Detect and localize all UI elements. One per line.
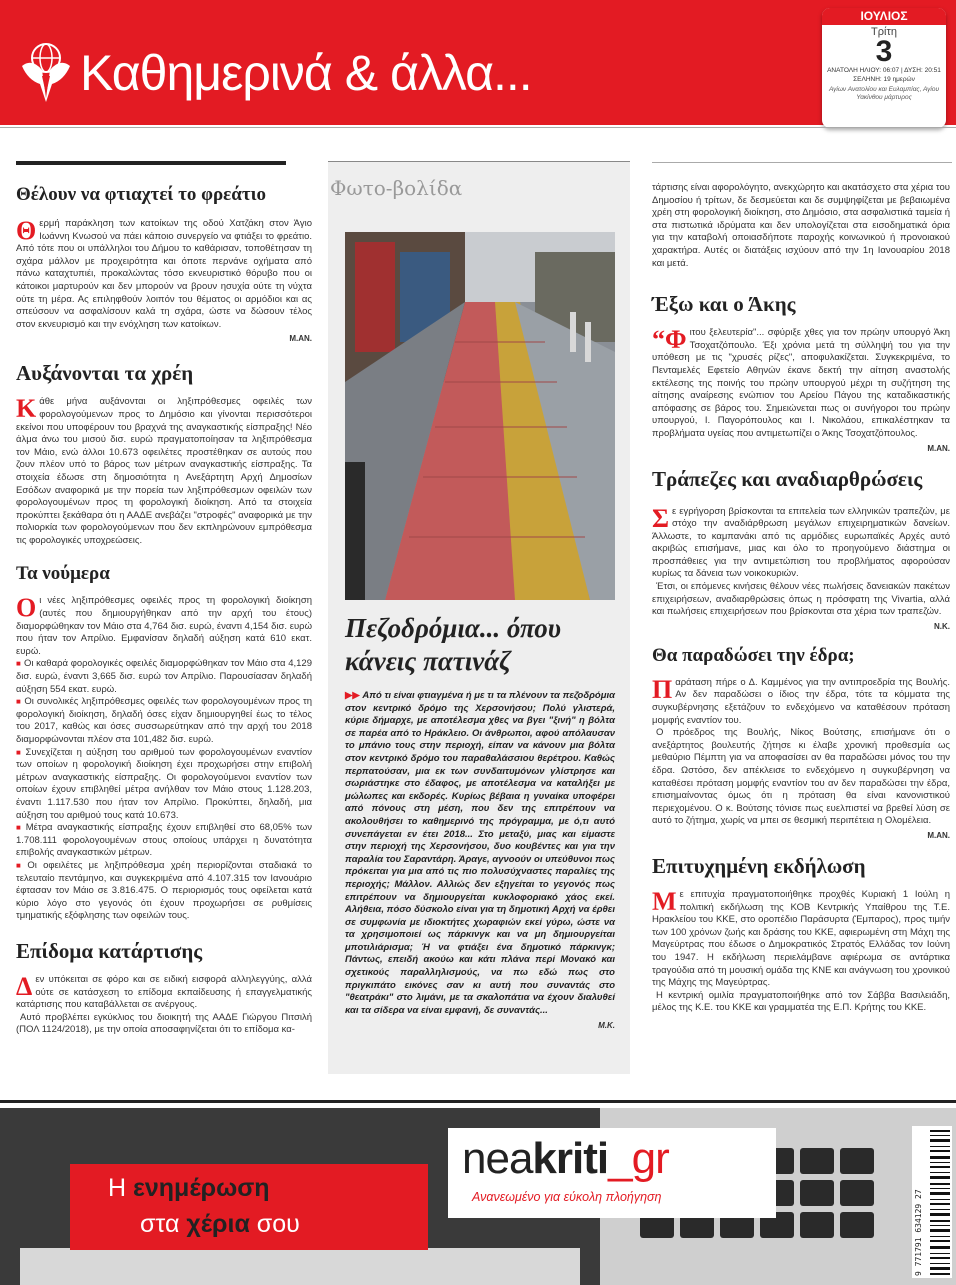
article-title: Έξω και ο Άκης	[652, 292, 796, 317]
brand-prefix: nea	[462, 1134, 533, 1183]
foto-signature: Μ.Κ.	[598, 1021, 615, 1031]
article-text: ε επιτυχία πραγματοποιήθηκε προχθές Κυριακή 1 Ιούλη η πολιτική εκδήλωση της ΚΟΒ Κεντρικής Υπαίθρου της Τ.Ε. Ηρακλείου του ΚΚΕ, στο οροπέδιο Παράσυρτα (Έμπαρος), προς τιμήν των 100 χρόνων ζωής και δράσης του ΚΚΕ, αφιερωμένη στη Μάχη της Μαγεύρτρας που έδωσε ο Δημοκρατικός Στρατός Ελλάδας τον Ιούνη του 1947. Η εκδήλωση περιελάμβανε αφιέρωμα σε αντάρτικα τραγούδια από τη μουσική ομάδα της ΚΝΕ και ανάγνωση του χρονικού της Μάχης της Μαγεύρτρας.	[652, 888, 950, 989]
article-title: Θέλουν να φτιαχτεί το φρεάτιο	[16, 184, 266, 205]
ad-divider	[0, 1100, 956, 1103]
ad-text: σου	[249, 1210, 300, 1238]
article-text: ι νέες ληξιπρόθεσμες οφειλές προς τη φορολογική διοίκηση (αυτές που δημιουργήθηκαν από την αρχή του έτους) διαμορφώθηκαν τον Μάιο στα 4,764 δισ. ευρώ, έναντι 4,154 δισ. ευρώ που ήταν τον Απρίλιο. Εμφανίσαν δηλαδή αύξηση κατά 610 εκατ. ευρώ.	[16, 595, 312, 657]
bullet-item: ■ Συνεχίζεται η αύξηση του αριθμού των φορολογουμένων εναντίον των οποίων η φορολογική διοίκηση έχει προχωρήσει στην επιβολή μέτρων αναγκαστικής είσπραξης. Οι φορολογούμενοι εναντίον των οποίων έχουν επιβληθεί μέτρα ανήλθαν τον Μάιο στους 1.128.203, έναντι 1.117.530 που ήταν τον Απρίλιο. Προκύπτει, δηλαδή, μια αύξηση του αριθμού τους κατά 10.673.	[16, 746, 312, 821]
left-column	[16, 184, 312, 1037]
article-body-2: Έτσι, οι επόμενες κινήσεις θέλουν νέες πωλήσεις δανειακών πακέτων επιχειρήσεων, αναδιαρθρώσεις όπως η πρόσφατη της Vivartia, αλλά και πωλήσεις επιχειρήσεων που βρίσκονται στα χέρια των τραπεζών.	[652, 581, 950, 618]
globe-pen-logo-icon	[18, 36, 74, 106]
date-day-number: 3	[875, 35, 893, 68]
ad-text-bold: ενημέρωση	[133, 1174, 270, 1202]
article-body	[652, 886, 950, 990]
bullet-item: ■ Οι συνολικές ληξιπρόθεσμες οφειλές των φορολογουμένων προς τη φορολογική διοίκηση, δηλαδή όσες είχαν δημιουργηθεί έως το τέλος του 2017, καθώς και όσες συσσωρεύτηκαν από την αρχή του 2018 διαμορφώνονται πλέον στα 101,482 δισ. ευρώ.	[16, 696, 312, 745]
article-body-2: Η κεντρική ομιλία πραγματοποιήθηκε από τον Σάββα Βασιλειάδη, μέλος της Κ.Ε. του ΚΚΕ και γραμματέα της Ε.Π. Κρήτης του ΚΚΕ.	[652, 989, 950, 1014]
article-text: ιτου ξελευτερία"... σφύριξε χθες για τον πρώην υπουργό Άκη Τσοχατζόπουλο. Έξι χρόνια μετά τη σύλληψή του για την υπόθεση με τις "χρυσές ρίζες", αποφυλακίζεται. Συγκεκριμένα, το Πενταμελές Εφετείο Αθηνών έκανε δεκτή την αίτηση αναστολής εκτέλεσης της ποινής του πρώην υπουργού μέχρι τη συζήτηση της αίτησης αναίρεσης ενώπιον του Αρείου Πάγου της καταδικαστικής απόφασης σε βάρος του. Σημειώνεται πως οι συνήγοροι του πρώην υπουργού, Ι. Παγορόπουλος και Ι. Νικολάου, επικαλέστηκαν τα προβλήματα υγείας που αντιμετωπίζει ο Άκης Τσοχατζόπουλος.	[652, 327, 950, 439]
article-ekdilosi	[652, 854, 950, 1015]
bullet-text: Μέτρα αναγκαστικής είσπραξης έχουν επιβληθεί στο 68,05% των 1.708.111 φορολογουμένων στους οποίους υπάρχει η δυνατότητα επιβολής αναγκαστικών μέτρων.	[16, 822, 312, 859]
bullet-text: Οι συνολικές ληξιπρόθεσμες οφειλές των φορολογουμένων προς τη φορολογική διοίκηση, δηλαδή όσες είχαν δημιουργηθεί έως το τέλος του 2017, καθώς και όσες συσσωρεύτηκαν από την αρχή του 2018 διαμορφώνονται πλέον στα 101,482 δισ. ευρώ.	[16, 696, 312, 745]
brand-bold: kriti	[532, 1134, 609, 1183]
article-text: αράταση πήρε ο Δ. Καμμένος για την αντιπροεδρία της Βουλής. Αν δεν παραδώσει ο ίδιος την έδρα, τότε τα κόμματα της συγκυβέρνησης εξετάζουν το ενδεχόμενο να καταθέσουν πρόταση μομφής εναντίον του.	[652, 676, 950, 726]
article-text: ε εγρήγορση βρίσκονται τα επιτελεία των ελληνικών τραπεζών, με στόχο την αναδιάρθρωση μεγάλων επιχειρηματικών δανείων. Άλλωστε, το καμπανάκι από τις αρμόδιες ευρωπαϊκές Αρχές αυτό ακριβώς επισήμανε, μιας και όλο το προηγούμενο διάστημα οι προσπάθειες για την αντιμετώπιση του προβλήματος αφορούσαν κυρίως τα δάνεια των νοικοκυριών.	[652, 505, 950, 580]
bullet-text: Οι οφειλέτες με ληξιπρόθεσμα χρέη περιορίζονται σταδιακά το τελευταίο πεντάμηνο, και συγκεκριμένα από 4.107.315 τον Ιανουάριο έφτασαν τον Μάιο σε 3.816.475. Ο περιορισμός τους οφείλεται κατά κύριο λόγο στο γεγονός ότι έχουν προχωρήσει σε ρυθμίσεις τμηματικής εξόφλησης των οφειλών τους.	[16, 859, 312, 922]
dropcap: Μ	[652, 886, 677, 916]
article-title: Επίδομα κατάρτισης	[16, 938, 203, 963]
article-body-2: Αυτό προβλέπει εγκύκλιος του διοικητή της ΑΑΔΕ Γιώργου Πιτσιλή (ΠΟΛ 1124/2018), με την οποία αποσαφηνίζεται ότι το επίδομα κα-	[16, 1011, 312, 1036]
right-column	[652, 182, 950, 1015]
sunrise-sunset: ΑΝΑΤΟΛΗ ΗΛΙΟΥ: 06:07 | ΔΥΣΗ: 20:51	[827, 67, 941, 74]
article-body	[16, 218, 312, 331]
article-body	[16, 971, 312, 1012]
barcode-digits: 9 771791 634129 27	[914, 1189, 923, 1276]
ad-text-bold: χέρια	[186, 1210, 250, 1238]
moon-phase: ΣΕΛΗΝΗ: 19 ημερών	[853, 76, 915, 83]
article-body-2: Ο πρόεδρος της Βουλής, Νίκος Βούτσης, επισήμανε ότι ο ανεξάρτητος βουλευτής ζήτησε κι έλαβε χρονική προθεσμία ως μεθαύριο Πέμπτη για να αποφασίσει αν θα παραδώσει μόνος του την έδρα. Ωστόσο, δεν απέκλεισε το ενδεχόμενο η συγκυβέρνηση να καταθέσει πρόταση μομφής εναντίον του αν δεν παραδώσει την έδρα, επισημαίνοντας όμως ότι η πρόταση θα είναι κανονιστικού περιεχομένου. Ο κ. Βούτσης τόνισε πως ευελπιστεί να βρεθεί λύση σε αυτό το ζήτημα, χωρίς να μπει σε θεσμική περιπέτεια η Ολομέλεια.	[652, 727, 950, 827]
foto-text: Από τι είναι φτιαγμένα ή με τι τα πλένουν τα πεζοδρόμια στον κεντρικό δρόμο της Χερσονήσου; Πολύ γλιστερά, κύριε δήμαρχε, με αποτέλεσμα χθες να βγει "ξινή" η βόλτα σε παρέα από το Ηράκλειο. Οι άνθρωποι, αφού απόλαυσαν το μπάνιο τους στην περιοχή, είπαν να κάνουν μια βόλτα στον κεντρικό δρόμο του παραθαλάσσιου θερέτρου. Καθώς περπατούσαν, μια εκ των συνδαιτυμόνων γλίστρησε και σωριάστηκε στο έδαφος, με αποτέλεσμα να καταλήξει με μώλωπες και εκδορές. Κυρίως βέβαια η γυναίκα υποφέρει από πόνους στη μέση, που δεν της επιτρέπουν να ακολουθήσει το καθημερινό της πρόγραμμα, με ό,τι αυτό συνεπάγεται εν έτει 2018... Στο μεταξύ, μιας και είμαστε στην περιοχή της Χερσονήσου, δυο κουβέντες και για την παραλία του Σαραντάρη. Άραγε, αγνοούν οι υπεύθυνοι πως πρόκειται για μια από τις πιο πολυσύχναστες παραλίες της περιοχής; Μάλλον. Αλλιώς δεν εξηγείται το γεγονός πως επιτρέπουν να δημιουργείται κυκλοφοριακό χάος εκεί. Αλήθεια, πόσο δύσκολο είναι για τη δημοτική Αρχή να έρθει σε συμφωνία με ιδιοκτήτες χωραφιών εκεί γύρω, ώστε να τα χρησιμοποιεί ως πάρκινγκ και να μη δημιουργείται μποτιλιάρισμα; Ή να φτιάξει ένα δημοτικό πάρκινγκ; Πάντως, επειδή ακούω και κάτι πλάνα περί Μονακό και σχετικούς παραλληλισμούς, να πω εδώ πως στο πριγκιπάτο εικόνες σαν κι αυτή που συναντάς στο "θεατράκι" στο λιμάνι, με τα σκαλοπάτια να έχουν διαλυθεί και τα σίδερα να είναι εμφανή, δε συναντάς...	[345, 690, 615, 1016]
article-signature: Ν.Κ.	[934, 621, 950, 631]
bullet-text: Οι καθαρά φορολογικές οφειλές διαμορφώθηκαν τον Μάιο στα 4,129 δισ. ευρώ, έναντι 3,665 δισ. ευρώ τον Απρίλιο. Παρουσίασαν δηλαδή αύξηση 554 εκατ. ευρώ.	[16, 658, 312, 695]
double-arrow-icon: ▶▶	[345, 690, 363, 701]
article-title: Αυξάνονται τα χρέη	[16, 361, 194, 386]
bullet-item: ■ Οι καθαρά φορολογικές οφειλές διαμορφώθηκαν τον Μάιο στα 4,129 δισ. ευρώ, έναντι 3,665 δισ. ευρώ τον Απρίλιο. Παρουσίασαν δηλαδή αύξηση 554 εκατ. ευρώ.	[16, 658, 312, 695]
article-edra	[652, 645, 950, 840]
article-body	[16, 595, 312, 658]
article-text: ερμή παράκληση των κατοίκων της οδού Χατζάκη στον Άγιο Ιωάννη Κνωσού να πάει κάποιο συνεργείο να φτιάξει το φρεάτιο. Από τότε που οι υπάλληλοι του Δήμου το καθάρισαν, τοποθέτησαν τη σχάρα μάλλον με προχειρότητα και όποτε περνάνε οχήματα από πάνω καταχτυπιέι, προκαλώντας τόσο εκνευριστικό θόρυβο που οι κάτοικοι μαρτυρούν και δεν μπορούν να βρουν ησυχία ούτε τη νύχτα ούτε τη μέρα. Ας επιληφθούν λοιπόν του θέματος οι αρμόδιοι και ας σπεύσουν να ασφαλίσουν καλά τη σχάρα, ώστε να δώσουν τέλος στον εκνευρισμό και την ενόχληση των κατοίκων.	[16, 218, 312, 330]
date-month: ΙΟΥΛΙΟΣ	[822, 8, 946, 25]
foto-title: Πεζοδρόμια... όπου κάνεις πατινάζ	[345, 613, 562, 676]
dropcap: Δ	[16, 971, 33, 1001]
date-weekday: Τρίτη	[871, 26, 897, 38]
article-trapezes	[652, 467, 950, 631]
ad-text: στα	[140, 1210, 187, 1238]
dropcap: Π	[652, 674, 673, 704]
dropcap: Σ	[652, 503, 669, 533]
ad-slogan-line2	[140, 1210, 300, 1239]
foto-body	[345, 690, 615, 1033]
article-continuation: τάρτισης είναι αφορολόγητο, ανεκχώρητο και ακατάσχετο στα χέρια του Δημοσίου ή τρίτων, δε δεσμεύεται και δε συμψηφίζεται με βεβαιωμένα χρέη στη φορολογική διοίκηση, στο Δημόσιο, στα ασφαλιστικά ταμεία ή στα πιστωτικά ιδρύματα και δεν υπολογίζεται στα εισοδηματικά όρια για την καταβολή οποιασδήποτε παροχής κοινωνικού ή προνοιακού χαρακτήρα. Αυτές οι διατάξεις ισχύουν από την 1η Ιανουαρίου 2018 και μετά.	[652, 182, 950, 269]
article-signature: Μ.ΑΝ.	[927, 443, 950, 453]
brand-suffix: _gr	[608, 1134, 669, 1183]
bullet-item: ■ Οι οφειλέτες με ληξιπρόθεσμα χρέη περιορίζονται σταδιακά το τελευταίο πεντάμηνο, και συγκεκριμένα από 4.107.315 τον Ιανουάριο έφτασαν τον Μάιο σε 3.816.475. Ο περιορισμός τους οφείλεται κατά κύριο λόγο στο γεγονός ότι έχουν προχωρήσει σε ρυθμίσεις τμηματικής εξόφλησης των οφειλών τους.	[16, 859, 312, 922]
ad-slogan-line1	[108, 1174, 270, 1203]
article-text: εν υπόκειται σε φόρο και σε ειδική εισφορά αλληλεγγύης, αλλά ούτε σε κατάσχεση το επίδομα εκπαίδευσης ή επαγγελματικής κατάρτισης που καταβάλλεται σε ανέργους.	[16, 973, 312, 1011]
right-column-rule	[652, 162, 952, 163]
ad-brand-logo	[462, 1134, 669, 1184]
article-text: άθε μήνα αυξάνονται οι ληξιπρόθεσμες οφειλές των φορολογούμενων προς το Δημόσιο και γίνονται περισσότεροι εκείνοι που υποφέρουν του βραχνά της αναγκαστικής είσπραξης! Νέο άλμα άνω του μισού δισ. ευρώ πραγματοποίησαν τα ληξιπρόθεσμα τον Μάιο, ενώ άλλοι 10.673 οφειλέτες προστέθηκαν σε αυτούς που ζουν πλέον υπό το βάρος των μέτρων αναγκαστικής είσπραξης. Τα στοιχεία έδωσε στη δημοσιότητα η Ανεξάρτητη Αρχή Δημοσίων Εσόδων αναφορικά με την πορεία των ληξιπρόθεσμων οφειλών των φορολογουμένων προς τη φορολογική διοίκηση. Από τα στοιχεία προκύπτει ξεκάθαρα ότι η ΑΑΔΕ ανεβάζει "στροφές" αναφορικά με την πολιορκία των φορολογούμενων που δεν εκπληρώνουν εμπρόθεσμα τις φορολογικές υποχρεώσεις.	[16, 396, 312, 546]
dropcap: “Φ	[652, 325, 687, 355]
article-body	[16, 396, 312, 547]
article-body	[652, 327, 950, 440]
bullet-text: Συνεχίζεται η αύξηση του αριθμού των φορολογουμένων εναντίον των οποίων η φορολογική διοίκηση έχει προχωρήσει στην επιβολή μέτρων αναγκαστικής είσπραξης. Οι φορολογούμενοι εναντίον των οποίων έχουν επιβληθεί μέτρα ανήλθαν τον Μάιο στους 1.128.203, έναντι 1.117.530 που ήταν τον Απρίλιο. Προκύπτει, δηλαδή, μια αύξηση του αριθμού τους κατά 10.673.	[16, 746, 312, 821]
article-noumera	[16, 563, 312, 922]
dropcap: Κ	[16, 394, 37, 424]
header-divider	[0, 127, 956, 128]
article-body	[652, 503, 950, 582]
ad-text: Η	[108, 1174, 133, 1202]
article-title: Θα παραδώσει την έδρα;	[652, 644, 855, 666]
sidewalk-photo	[345, 232, 615, 600]
article-title: Τα νούμερα	[16, 563, 110, 585]
ad-tagline: Ανανεωμένο για εύκολη πλοήγηση	[472, 1190, 662, 1204]
article-akis	[652, 292, 950, 452]
article-epidoma	[16, 939, 312, 1037]
dropcap: Ο	[16, 593, 37, 623]
article-freatio	[16, 184, 312, 343]
bullet-item: ■ Μέτρα αναγκαστικής είσπραξης έχουν επιβληθεί στο 68,05% των 1.708.111 φορολογουμένων στους οποίους υπάρχει η δυνατότητα επιβολής αναγκαστικών μέτρων.	[16, 822, 312, 859]
article-body	[652, 674, 950, 727]
foto-bolida-label: Φωτο-βολίδα	[330, 176, 463, 200]
date-box	[822, 8, 946, 128]
section-title: Καθημερινά & άλλα...	[80, 45, 532, 101]
article-title: Επιτυχημένη εκδήλωση	[652, 853, 866, 878]
article-signature: Μ.ΑΝ.	[289, 334, 312, 344]
article-title: Τράπεζες και αναδιαρθρώσεις	[652, 466, 923, 491]
saints-of-day: Αγίων Ανατολίου και Ευλαμπίας, Αγίου Υακίνθου μάρτυρος	[828, 86, 940, 101]
left-column-rule	[16, 161, 286, 165]
article-xrei	[16, 361, 312, 547]
article-signature: Μ.ΑΝ.	[927, 830, 950, 840]
dropcap: Θ	[16, 216, 37, 245]
